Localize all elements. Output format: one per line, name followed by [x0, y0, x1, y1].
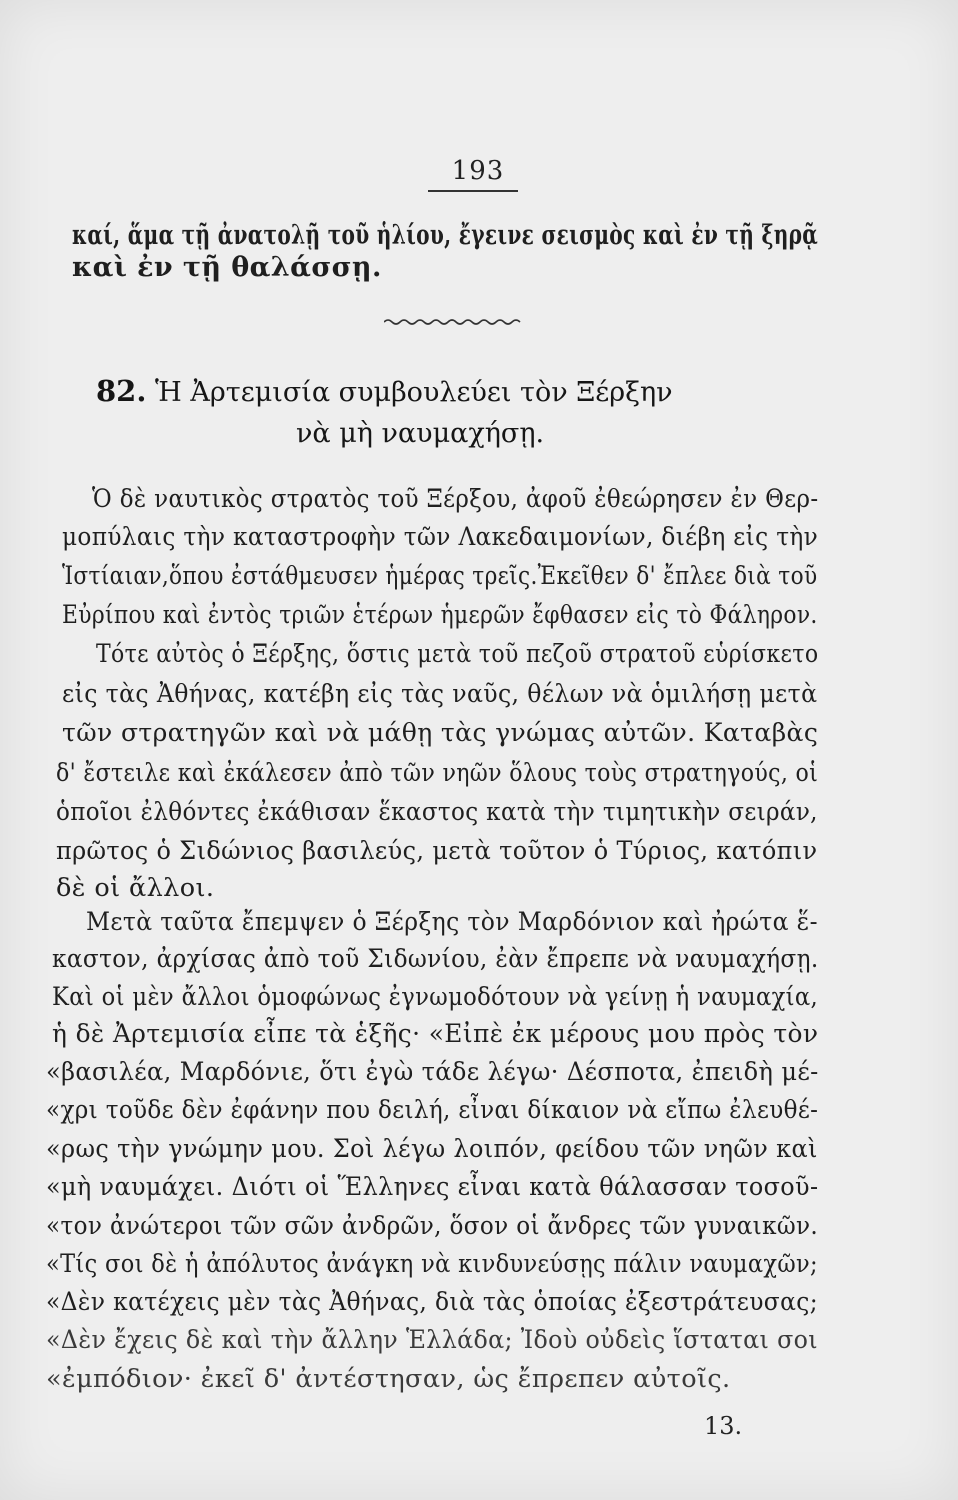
body-line: Τότε αὐτὸς ὁ Ξέρξης, ὅστις μετὰ τοῦ πεζοῦ στρατοῦ εὑρίσκετο: [96, 639, 819, 669]
page-number-underline: [428, 190, 518, 192]
body-line: δ' ἔστειλε καὶ ἐκάλεσεν ἀπὸ τῶν νηῶν ὅλους τοὺς στρατηγούς, οἱ: [56, 758, 819, 788]
body-line: Ὁ δὲ ναυτικὸς στρατὸς τοῦ Ξέρξου, ἀφοῦ ἐθεώρησεν ἐν Θερ-: [92, 484, 819, 514]
page-number: 193: [451, 156, 505, 186]
body-line: «Τίς σοι δὲ ἡ ἀπόλυτος ἀνάγκη νὰ κινδυνεύσῃς πάλιν ναυμαχῶν;: [46, 1249, 818, 1279]
body-line: Εὐρίπου καὶ ἐντὸς τριῶν ἑτέρων ἡμερῶν ἔφθασεν εἰς τὸ Φάληρον.: [62, 600, 818, 630]
section-title-line-2: νὰ μὴ ναυμαχήσῃ.: [296, 418, 545, 449]
body-line: ἡ δὲ Ἀρτεμισία εἶπε τὰ ἑξῆς· «Εἰπὲ ἐκ μέρους μου πρὸς τὸν: [52, 1019, 819, 1049]
body-line: δὲ οἱ ἄλλοι.: [56, 873, 215, 903]
body-line: «ἐμπόδιον· ἐκεῖ δ' ἀντέστησαν, ὡς ἔπρεπεν αὐτοῖς.: [46, 1364, 731, 1394]
section-heading-line-1: [96, 374, 673, 408]
body-line: «τον ἀνώτεροι τῶν σῶν ἀνδρῶν, ὅσον οἱ ἄνδρες τῶν γυναικῶν.: [46, 1211, 819, 1241]
intro-line-1: καί, ἅμα τῇ ἀνατολῇ τοῦ ἡλίου, ἔγεινε σεισμὸς καὶ ἐν τῇ ξηρᾷ: [72, 220, 819, 251]
body-line: καστον, ἀρχίσας ἀπὸ τοῦ Σιδωνίου, ἐὰν ἔπρεπε νὰ ναυμαχήσῃ.: [52, 944, 819, 974]
body-line: τῶν στρατηγῶν καὶ νὰ μάθῃ τὰς γνώμας αὐτῶν. Καταβὰς: [62, 718, 819, 748]
body-line: Καὶ οἱ μὲν ἄλλοι ὁμοφώνως ἐγνωμοδότουν νὰ γείνῃ ἡ ναυμαχία,: [52, 982, 819, 1012]
body-line: «χρι τοῦδε δὲν ἐφάνην που δειλή, εἶναι δίκαιον νὰ εἴπω ἐλευθέ-: [46, 1095, 819, 1125]
body-line: «βασιλέα, Μαρδόνιε, ὅτι ἐγὼ τάδε λέγω· Δέσποτα, ἐπειδὴ μέ-: [46, 1057, 819, 1087]
body-line: «Δὲν ἔχεις δὲ καὶ τὴν ἄλλην Ἑλλάδα; Ἰδοὺ οὐδεὶς ἵσταται σοι: [46, 1325, 818, 1355]
intro-line-2: καὶ ἐν τῇ θαλάσσῃ.: [72, 252, 382, 283]
section-title-line-1: Ἡ Ἀρτεμισία συμβουλεύει τὸν Ξέρξην: [155, 377, 673, 408]
body-line: πρῶτος ὁ Σιδώνιος βασιλεύς, μετὰ τοῦτον ὁ Τύριος, κατόπιν: [56, 836, 818, 866]
section-number: 82.: [96, 374, 147, 408]
body-line: ὁποῖοι ἐλθόντες ἐκάθισαν ἕκαστος κατὰ τὴν τιμητικὴν σειράν,: [56, 797, 818, 827]
body-line: Μετὰ ταῦτα ἔπεμψεν ὁ Ξέρξης τὸν Μαρδόνιον καὶ ἠρώτα ἕ-: [86, 907, 818, 937]
body-line: μοπύλαις τὴν καταστροφὴν τῶν Λακεδαιμονίων, διέβη εἰς τὴν: [62, 522, 819, 552]
body-line: «Δὲν κατέχεις μὲν τὰς Ἀθήνας, διὰ τὰς ὁποίας ἐξεστράτευσας;: [46, 1287, 818, 1317]
body-line: εἰς τὰς Ἀθήνας, κατέβη εἰς τὰς ναῦς, θέλων νὰ ὁμιλήσῃ μετὰ: [62, 679, 818, 709]
wavy-divider: [384, 317, 522, 327]
body-line: Ἱστίαιαν,ὅπου ἐστάθμευσεν ἡμέρας τρεῖς.Ἐκεῖθεν δ' ἔπλεε διὰ τοῦ: [62, 561, 818, 591]
body-line: «μὴ ναυμάχει. Διότι οἱ Ἕλληνες εἶναι κατὰ θάλασσαν τοσοῦ-: [46, 1172, 819, 1202]
catchword: 13.: [704, 1412, 743, 1440]
body-line: «ρως τὴν γνώμην μου. Σοὶ λέγω λοιπόν, φείδου τῶν νηῶν καὶ: [46, 1134, 818, 1164]
